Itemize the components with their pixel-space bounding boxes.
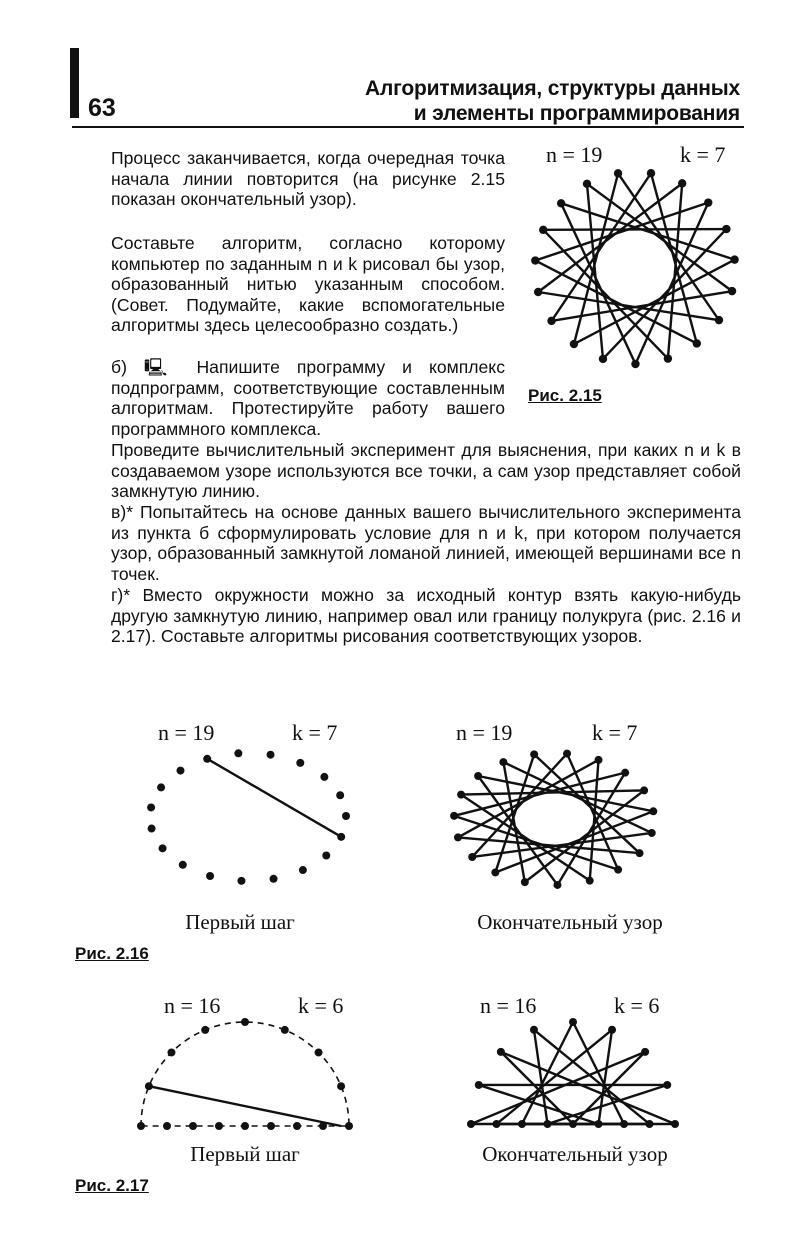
pattern-dot <box>315 1048 323 1056</box>
semicircle-outline <box>141 1022 349 1126</box>
pattern-dot <box>621 769 629 777</box>
fig217-right-n-label: n = 16 <box>480 993 537 1018</box>
pattern-dot <box>179 861 187 869</box>
pattern-dot <box>641 1048 649 1056</box>
pattern-dot <box>159 844 167 852</box>
fig217-right-k-label: k = 6 <box>614 993 660 1018</box>
pattern-dot <box>475 1081 483 1089</box>
pattern-dot <box>147 803 155 811</box>
pattern-dot <box>518 1120 526 1128</box>
pattern-dot <box>345 1122 353 1130</box>
pattern-dot <box>544 1120 552 1128</box>
pattern-dot <box>730 255 738 263</box>
pattern-dot <box>595 756 603 764</box>
pattern-dot <box>722 225 730 233</box>
pattern-dot <box>491 868 499 876</box>
thread-line <box>207 759 341 837</box>
pattern-dot <box>148 825 156 833</box>
pattern-dot <box>586 877 594 885</box>
pattern-dot <box>530 750 538 758</box>
pattern-dot <box>241 1018 249 1026</box>
fig216-right-k-label: k = 7 <box>592 720 638 745</box>
pattern-dot <box>342 812 350 820</box>
thread-line <box>522 1022 573 1124</box>
pattern-dot <box>614 169 622 177</box>
paragraph-3: б) 🖳 Напишите программу и комплекс подпрограмм, соответствующие составленным алгоритмам. Протестируйте работу вашего программного комплекса. <box>111 357 505 439</box>
pattern-dot <box>241 1122 249 1130</box>
pattern-dot <box>499 758 507 766</box>
thread-line <box>535 203 708 261</box>
pattern-dot <box>647 169 655 177</box>
pattern-dot <box>608 1026 616 1034</box>
fig217-left-n-label: n = 16 <box>164 993 221 1018</box>
fig215-n-label: n = 19 <box>546 142 603 167</box>
pattern-dot <box>145 1082 153 1090</box>
pattern-dot <box>671 1120 679 1128</box>
pattern-dot <box>163 1122 171 1130</box>
pattern-dot <box>715 316 723 324</box>
fig215-caption: Рис. 2.15 <box>528 386 602 405</box>
pattern-dot <box>337 833 345 841</box>
pattern-dot <box>636 849 644 857</box>
pattern-dot <box>454 833 462 841</box>
pattern-dot <box>337 1082 345 1090</box>
fig216-first-step <box>130 745 370 895</box>
pattern-dot <box>176 767 184 775</box>
pattern-dot <box>203 755 211 763</box>
pattern-dot <box>563 750 571 758</box>
paragraph-5: в)* Попытайтесь на основе данных вашего вычислительного эксперимента из пункта б сформулировать условие для n и k, при котором получается узор, образованный замкнутой ломаной линией, имеющей вершинами все n точек. <box>111 502 741 584</box>
pattern-dot <box>547 317 555 325</box>
pattern-dot <box>663 1081 671 1089</box>
fig217-caption: Рис. 2.17 <box>75 1176 149 1195</box>
fig217-first-step <box>130 1018 370 1138</box>
pattern-dot <box>553 881 561 889</box>
pattern-dot <box>167 1048 175 1056</box>
thread-line <box>461 795 590 881</box>
pattern-dot <box>137 1122 145 1130</box>
pattern-dot <box>631 360 639 368</box>
pattern-dot <box>281 1026 289 1034</box>
fig215-star-pattern <box>520 160 750 380</box>
pattern-dot <box>531 256 539 264</box>
fig216-left-n-label: n = 19 <box>158 720 215 745</box>
paragraph-4: Проведите вычислительный эксперимент для выяснения, при каких n и k в создаваемом узоре используются все точки, а сам узор представляет собой замкнутую линию. <box>111 440 741 502</box>
thread-line <box>573 1022 624 1124</box>
paragraph-1: Процесс заканчивается, когда очередная точка начала линии повторится (на рисунке 2.15 показан окончательный узор). <box>111 148 505 210</box>
header-rule <box>72 126 744 128</box>
thread-line <box>651 173 697 343</box>
pattern-dot <box>468 853 476 861</box>
fig216-final-pattern <box>440 745 680 895</box>
pattern-dot <box>583 180 591 188</box>
pattern-dot <box>534 288 542 296</box>
pattern-dot <box>595 1120 603 1128</box>
pattern-dot <box>320 773 328 781</box>
thread-line <box>149 1086 341 1126</box>
pattern-dot <box>450 812 458 820</box>
paragraph-6: г)* Вместо окружности можно за исходный контур взять какую-нибудь другую замкнутую линию, например овал или границу полукруга (рис. 2.16 и 2.17). Составьте алгоритмы рисования соответствующих узоров. <box>111 585 741 647</box>
thread-line <box>618 173 719 320</box>
fig215-k-label: k = 7 <box>680 142 726 167</box>
pattern-dot <box>189 1122 197 1130</box>
fig217-right-label: Окончательный узор <box>482 1142 668 1166</box>
pattern-dot <box>614 866 622 874</box>
pattern-dot <box>693 339 701 347</box>
pattern-dot <box>648 829 656 837</box>
pattern-dot <box>293 1122 301 1130</box>
pattern-dot <box>467 1120 475 1128</box>
pattern-dot <box>474 772 482 780</box>
pattern-dot <box>319 1122 327 1130</box>
header-line-2: и элементы программирования <box>413 102 740 125</box>
thread-line <box>501 1052 573 1124</box>
pattern-dot <box>237 877 245 885</box>
pattern-dot <box>646 1120 654 1128</box>
pattern-dot <box>457 791 465 799</box>
fig217-final-pattern <box>458 1018 698 1138</box>
pattern-dot <box>234 749 242 757</box>
fig216-left-label: Первый шаг <box>185 910 295 934</box>
pattern-dot <box>557 199 565 207</box>
pattern-dot <box>201 1026 209 1034</box>
header-line-1: Алгоритмизация, структуры данных <box>365 77 740 100</box>
pattern-dot <box>728 287 736 295</box>
paragraph-2: Составьте алгоритм, согласно которому компьютер по заданным n и k рисовал бы узор, образованный нитью указанным способом. (Совет. Подумайте, какие вспомогательные алгоритмы здесь целесообразно создать.) <box>111 233 505 336</box>
pattern-dot <box>299 866 307 874</box>
pattern-dot <box>569 1120 577 1128</box>
thread-line <box>561 203 735 259</box>
pattern-dot <box>215 1122 223 1130</box>
pattern-dot <box>539 226 547 234</box>
margin-bar <box>70 48 79 118</box>
pattern-dot <box>521 878 529 886</box>
pattern-dot <box>157 783 165 791</box>
pattern-dot <box>267 751 275 759</box>
pattern-dot <box>322 852 330 860</box>
pattern-dot <box>640 786 648 794</box>
fig216-right-n-label: n = 19 <box>456 720 513 745</box>
pattern-dot <box>497 1048 505 1056</box>
pattern-dot <box>493 1120 501 1128</box>
fig216-left-k-label: k = 7 <box>292 720 338 745</box>
fig216-caption: Рис. 2.16 <box>75 944 149 963</box>
pattern-dot <box>570 340 578 348</box>
pattern-dot <box>530 1026 538 1034</box>
thread-line <box>543 229 726 230</box>
pattern-dot <box>678 179 686 187</box>
pattern-dot <box>599 355 607 363</box>
pattern-dot <box>270 875 278 883</box>
fig216-right-label: Окончательный узор <box>477 910 663 934</box>
page-number: 63 <box>88 94 116 122</box>
pattern-dot <box>206 872 214 880</box>
running-header <box>365 76 740 126</box>
pattern-dot <box>649 807 657 815</box>
fig217-left-label: Первый шаг <box>190 1142 300 1166</box>
pattern-dot <box>296 759 304 767</box>
pattern-dot <box>569 1018 577 1026</box>
pattern-dot <box>336 791 344 799</box>
pattern-dot <box>267 1122 275 1130</box>
pattern-dot <box>704 198 712 206</box>
thread-line <box>543 230 668 359</box>
fig217-left-k-label: k = 6 <box>298 993 344 1018</box>
pattern-dot <box>664 354 672 362</box>
pattern-dot <box>620 1120 628 1128</box>
